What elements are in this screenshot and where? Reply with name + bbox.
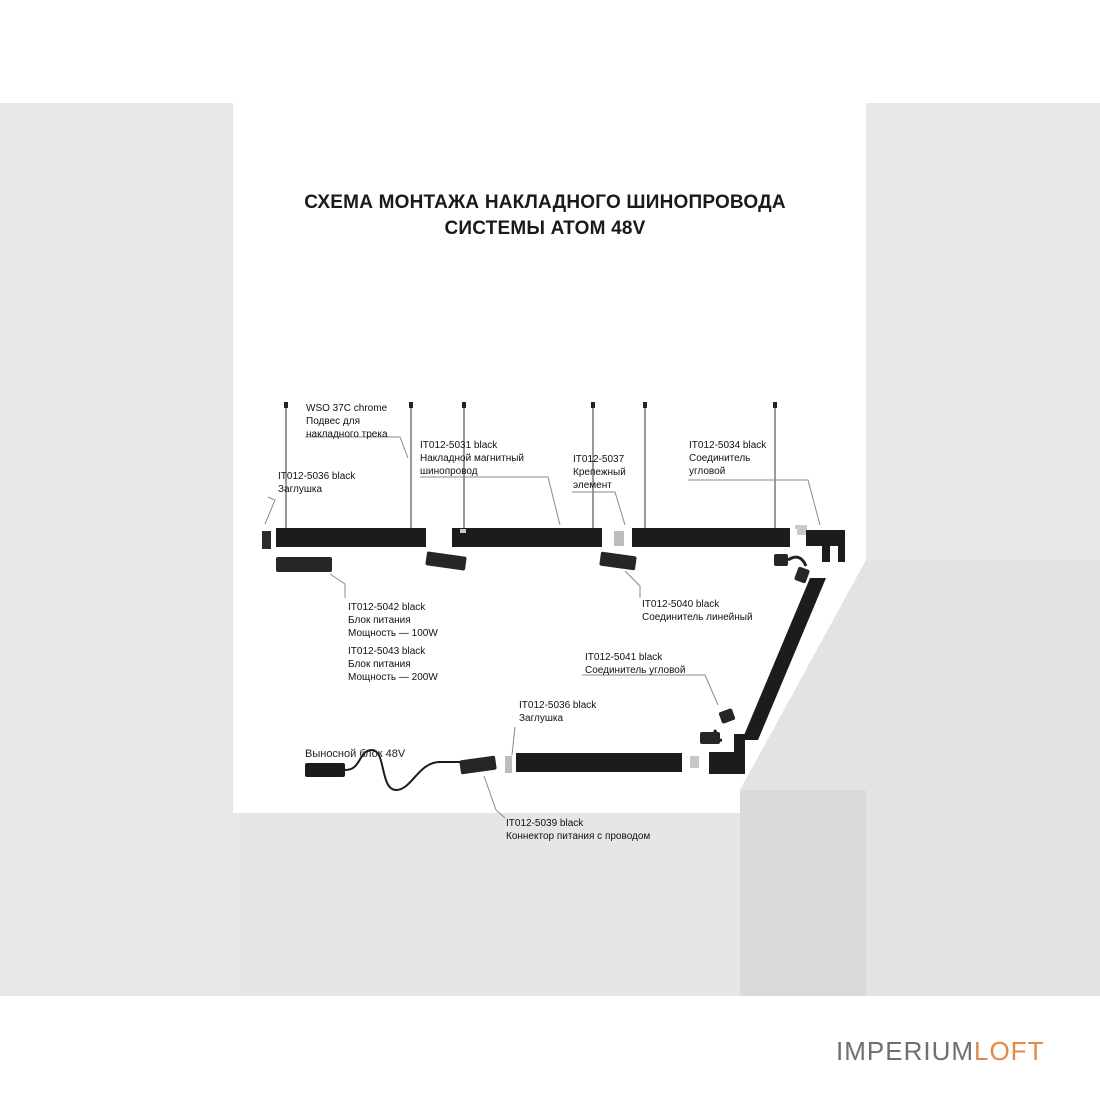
corner-connector-flex [774, 554, 788, 566]
diagram-title-line2: СИСТЕМЫ ATOM 48V [444, 218, 646, 239]
label-corner-5041: IT012-5041 black Соединитель угловой [585, 652, 686, 676]
track-segment-2 [452, 528, 602, 547]
label-connector-5039: IT012-5039 black Коннектор питания с проводом [506, 818, 651, 842]
end-cap-top [262, 531, 271, 549]
end-cap-bottom [505, 756, 512, 773]
corner-connector-lower-body [700, 732, 720, 744]
brand-part-2: LOFT [974, 1036, 1045, 1066]
remote-power-unit [305, 763, 345, 777]
diagram-title-line1: СХЕМА МОНТАЖА НАКЛАДНОГО ШИНОПРОВОДА [304, 192, 786, 213]
label-linear-5040: IT012-5040 black Соединитель линейный [642, 599, 753, 623]
floor-block [233, 813, 770, 996]
label-track-5031: IT012-5031 black Накладной магнитный шинопровод [420, 440, 525, 477]
label-remote-unit: Выносной блок 48V [305, 748, 406, 760]
label-end-cap-bottom: IT012-5036 black Заглушка [519, 700, 597, 724]
track-segment-1 [276, 528, 426, 547]
mount-element [614, 531, 624, 546]
floor-block-side [740, 790, 866, 996]
label-end-cap-top: IT012-5036 black Заглушка [278, 471, 356, 495]
corner-connector-gap [797, 528, 807, 535]
track-segment-3 [632, 528, 790, 547]
label-psu-5042: IT012-5042 black Блок питания Мощность — 100W [348, 602, 438, 639]
label-wso37c: WSO 37C chrome Подвес для накладного трека [306, 403, 388, 440]
end-cap-gap-lower [690, 756, 699, 768]
label-corner-5034: IT012-5034 black Соединитель угловой [689, 440, 767, 477]
left-wall [0, 103, 233, 996]
brand-part-1: IMPERIUM [836, 1036, 974, 1066]
label-mount-5037: IT012-5037 Крепежный элемент [573, 454, 626, 491]
power-supply-block [276, 557, 332, 572]
label-psu-5043: IT012-5043 black Блок питания Мощность — 200W [348, 646, 438, 683]
brand-logo [836, 1036, 1044, 1067]
track-segment-bottom [516, 753, 682, 772]
